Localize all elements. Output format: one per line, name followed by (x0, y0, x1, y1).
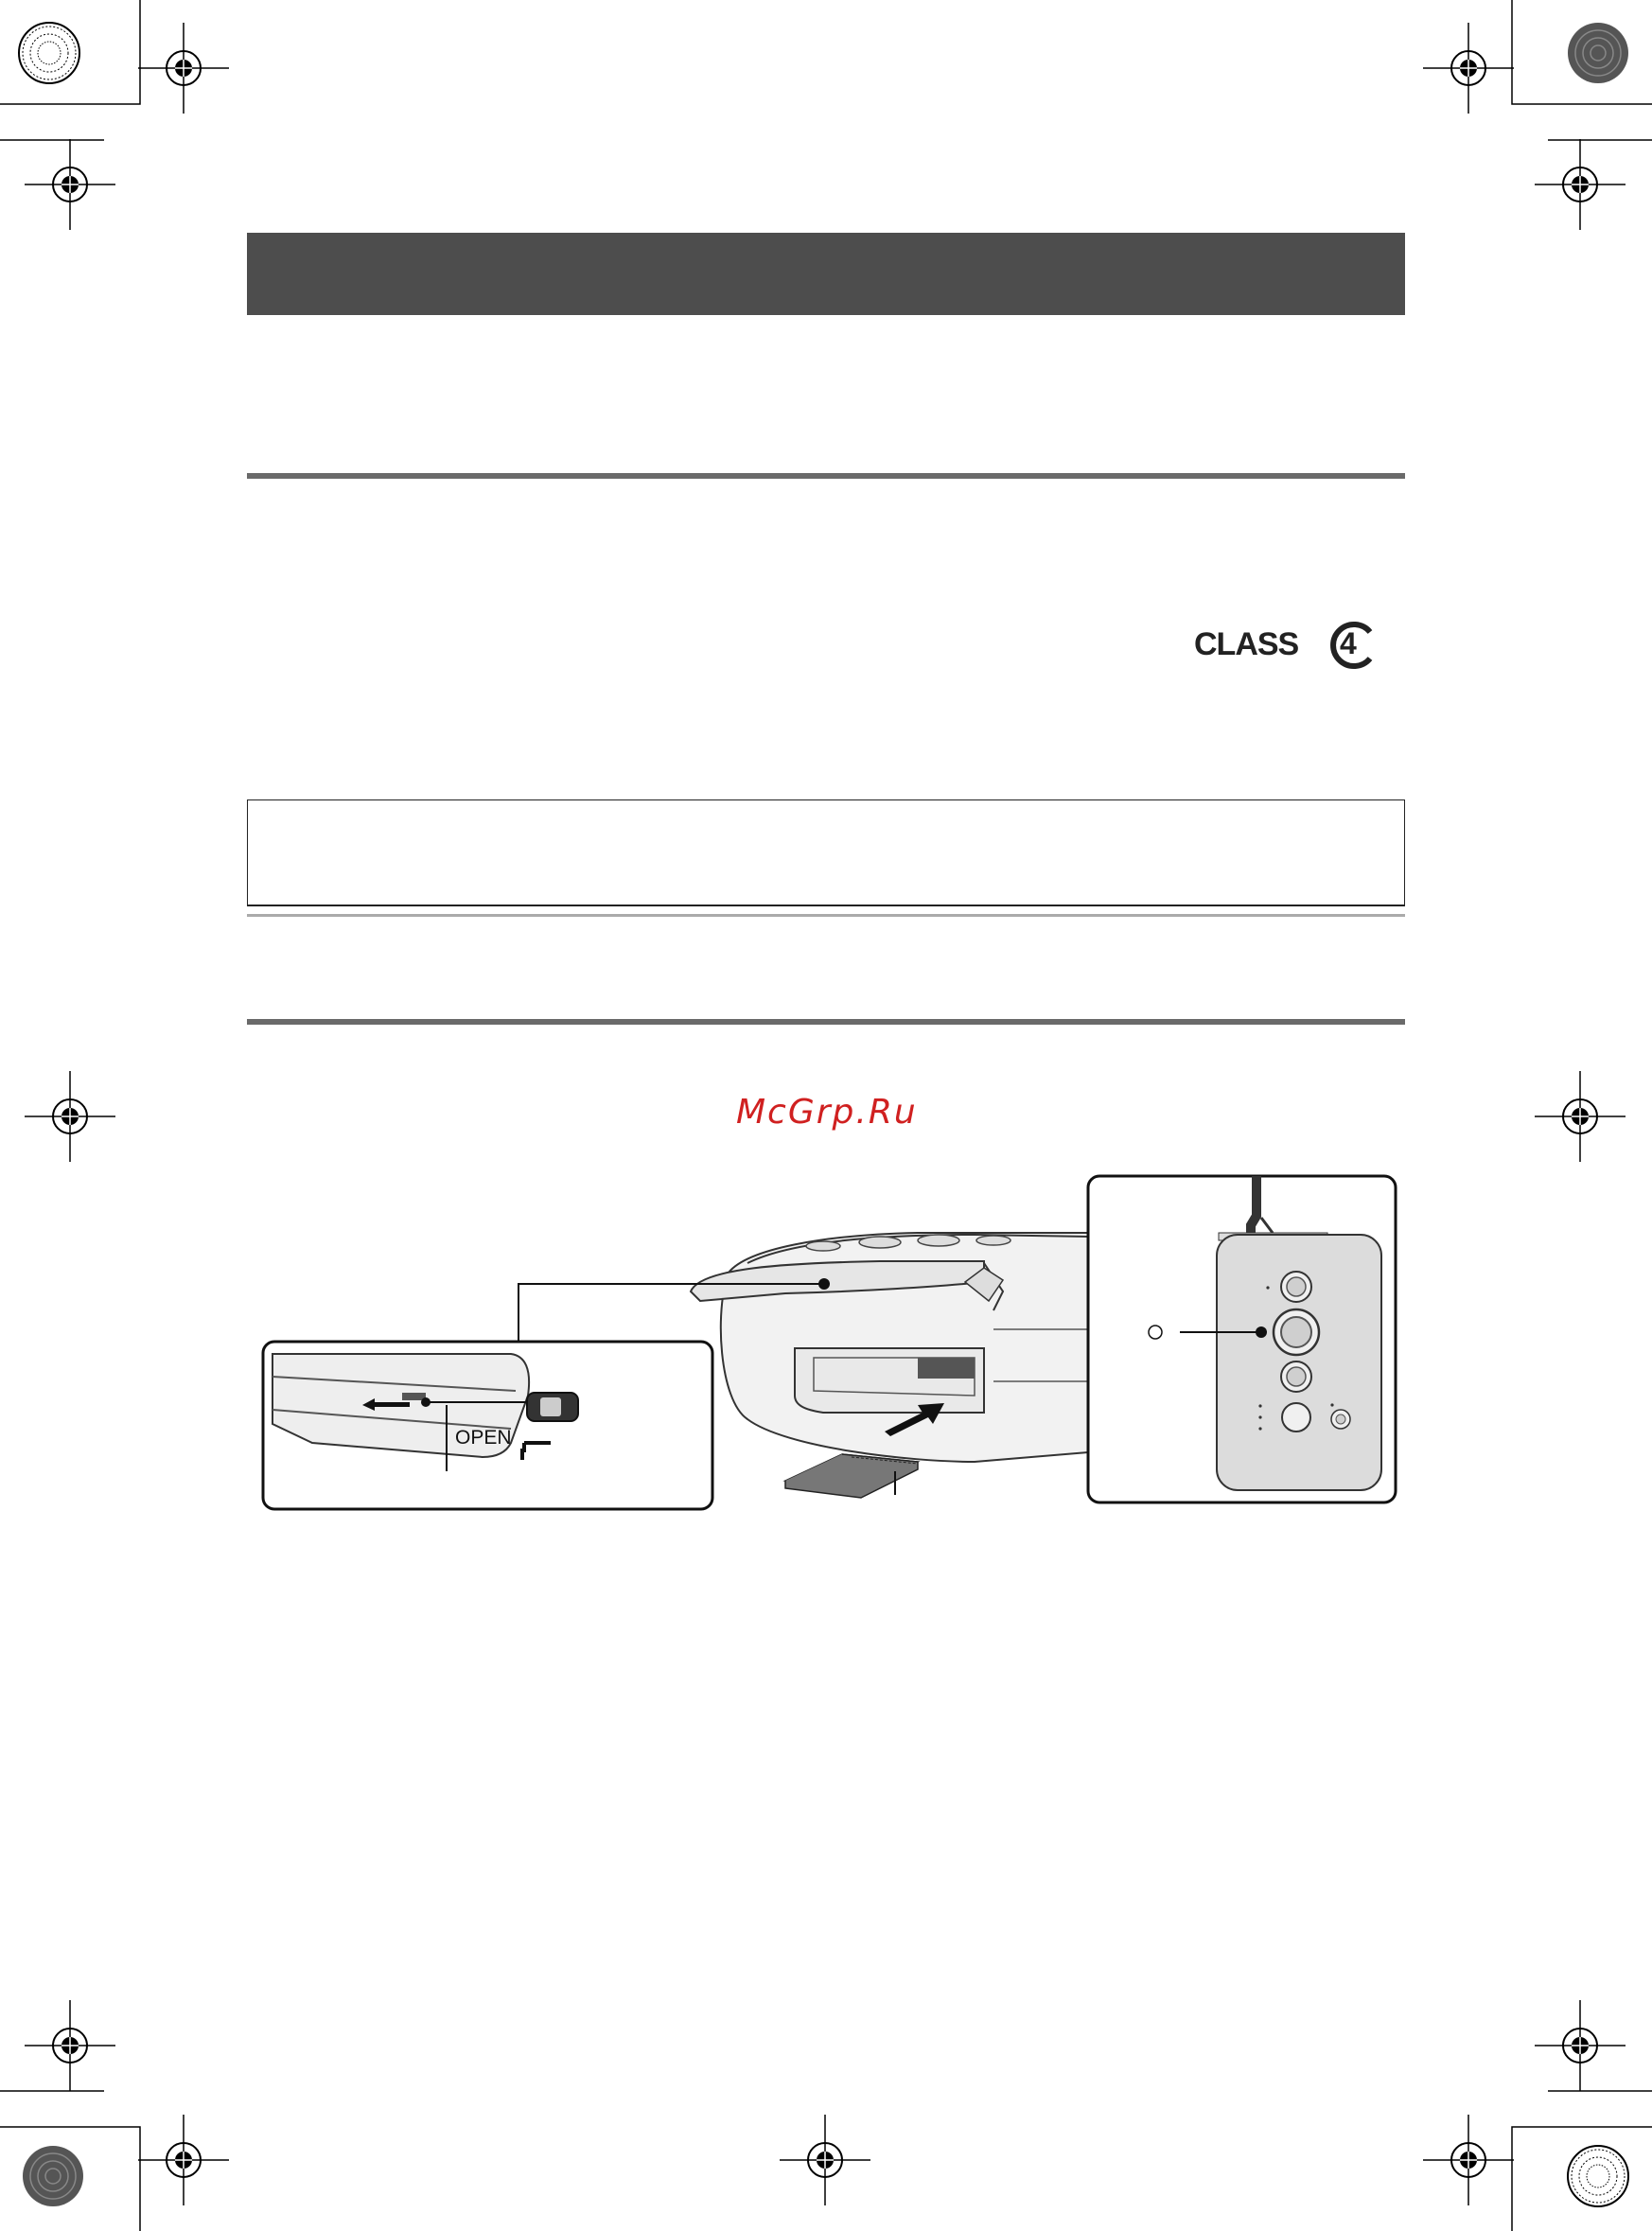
section-rule (247, 1019, 1405, 1025)
sd-speed-class-logo (1194, 619, 1383, 672)
note-box-underline (247, 914, 1405, 917)
lid-open-inset (263, 1342, 712, 1509)
section-rule (247, 473, 1405, 479)
class-logo-number: 4 (1340, 626, 1356, 660)
microsd-card-icon (785, 1454, 918, 1498)
class-logo-text: CLASS (1194, 626, 1299, 662)
section-header-bar (247, 233, 1405, 315)
sd-card-insertion-illustration (255, 1168, 1405, 1519)
camera-body (691, 1233, 1088, 1462)
watermark-text: McGrp.Ru (736, 1093, 918, 1132)
rear-panel-inset (1088, 1176, 1396, 1502)
callout-marker-icon (1149, 1326, 1162, 1339)
note-box (247, 799, 1405, 906)
open-label: OPEN (455, 1427, 512, 1449)
